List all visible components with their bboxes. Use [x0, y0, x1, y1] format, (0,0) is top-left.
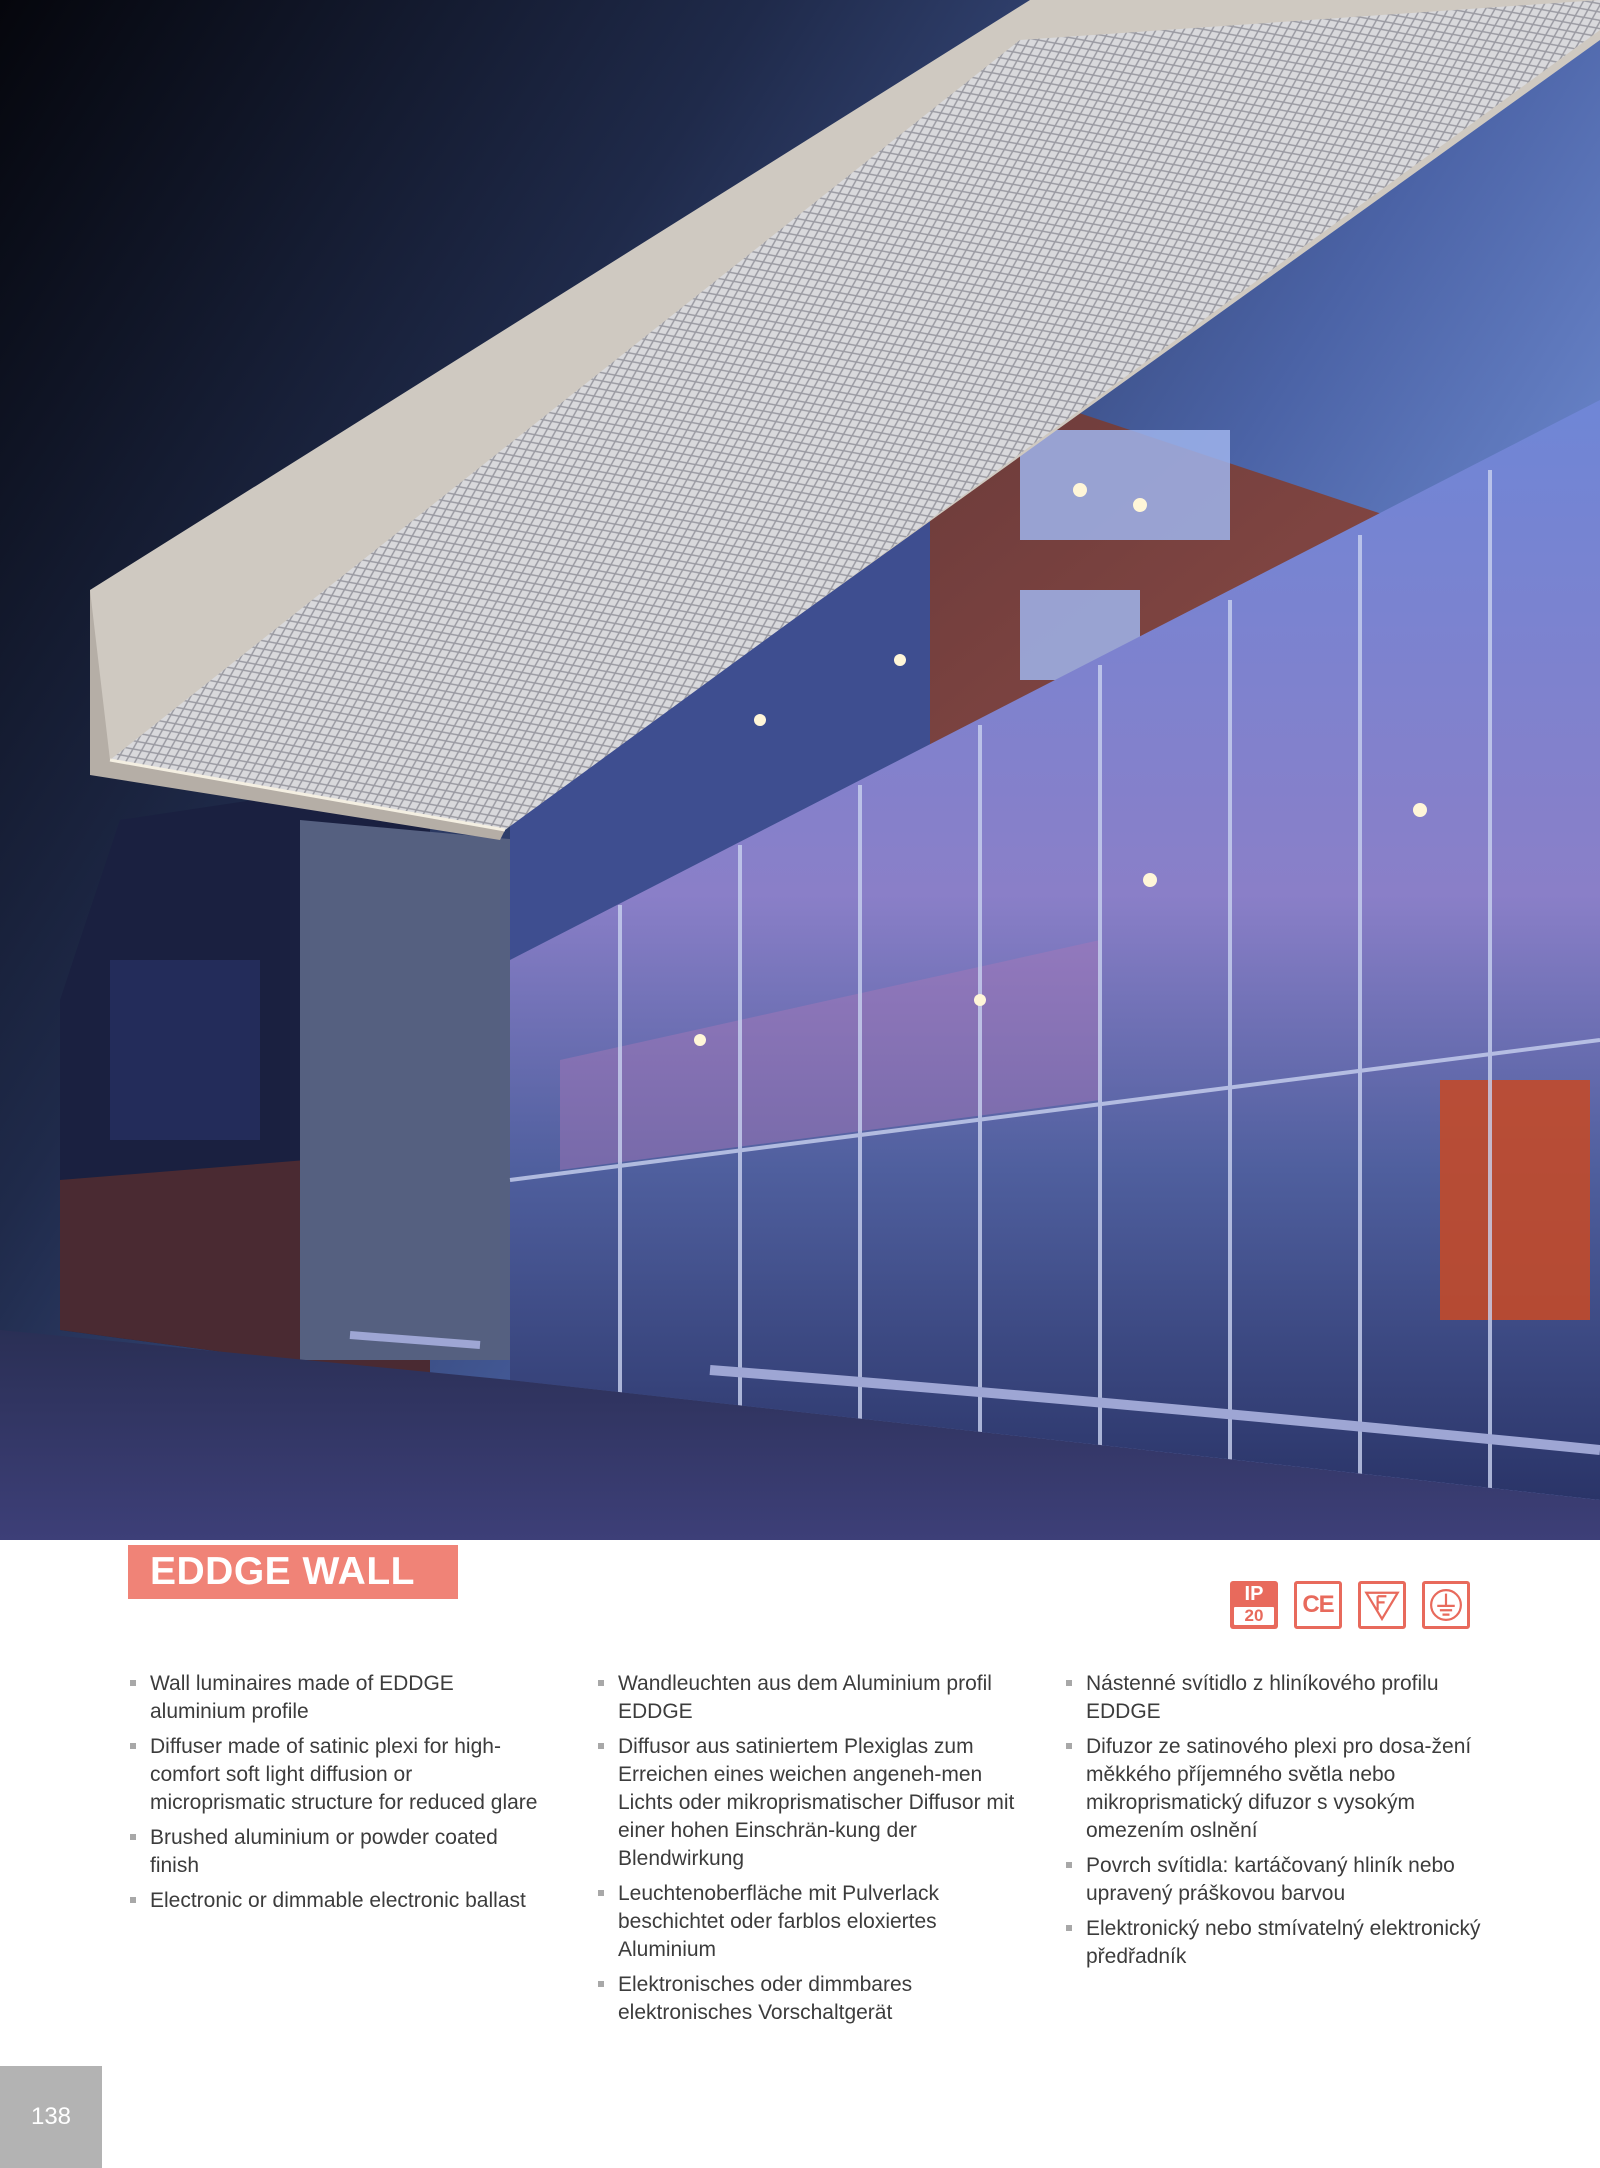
f-triangle-icon — [1361, 1584, 1403, 1626]
list-item: Brushed aluminium or powder coated finish — [130, 1824, 550, 1880]
list-item: Elektronický nebo stmívatelný elektronický předřadník — [1066, 1915, 1486, 1971]
list-item: Diffuser made of satinic plexi for high-comfort soft light diffusion or microprismatic structure for reduced glare — [130, 1733, 550, 1817]
ip20-icon — [1230, 1581, 1278, 1629]
protective-earth-icon — [1422, 1581, 1470, 1629]
list-item: Electronic or dimmable electronic ballast — [130, 1887, 550, 1915]
list-item: Difuzor ze satinového plexi pro dosa-žení měkkého příjemného světla nebo mikroprismatický difuzor s vysokým omezením oslnění — [1066, 1733, 1486, 1845]
list-item: Elektronisches oder dimmbares elektronisches Vorschaltgerät — [598, 1971, 1018, 2027]
ip-label: IP — [1244, 1583, 1264, 1605]
feature-list-english — [130, 1670, 550, 1915]
column-german — [598, 1670, 1018, 2034]
f-mark-icon — [1358, 1581, 1406, 1629]
ip-rating: 20 — [1234, 1607, 1274, 1625]
column-czech — [1066, 1670, 1486, 1978]
list-item: Diffusor aus satiniertem Plexiglas zum Erreichen eines weichen angeneh-men Lichts oder mikroprismatischer Diffusor mit einer hohen Einschrän-kung der Blendwirkung — [598, 1733, 1018, 1873]
page-number: 138 — [0, 2066, 102, 2168]
ce-mark-icon — [1294, 1581, 1342, 1629]
list-item: Povrch svítidla: kartáčovaný hliník nebo upravený práškovou barvou — [1066, 1852, 1486, 1908]
earth-symbol-icon — [1425, 1584, 1467, 1626]
feature-list-czech — [1066, 1670, 1486, 1971]
list-item: Nástenné svítidlo z hliníkového profilu EDDGE — [1066, 1670, 1486, 1726]
ce-mark-text: CE — [1302, 1591, 1334, 1618]
product-title: EDDGE WALL — [128, 1545, 458, 1599]
list-item: Wall luminaires made of EDDGE aluminium profile — [130, 1670, 550, 1726]
list-item: Leuchtenoberfläche mit Pulverlack beschichtet oder farblos eloxiertes Aluminium — [598, 1880, 1018, 1964]
column-english — [130, 1670, 550, 1922]
list-item: Wandleuchten aus dem Aluminium profil EDDGE — [598, 1670, 1018, 1726]
feature-list-german — [598, 1670, 1018, 2027]
certification-icons — [1230, 1581, 1470, 1631]
